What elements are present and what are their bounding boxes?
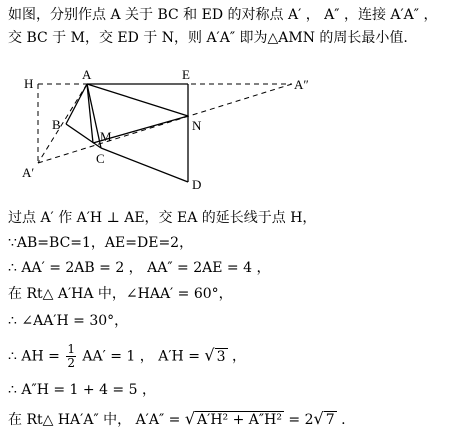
- l8-mid: = 2: [288, 412, 314, 428]
- geometry-figure: [0, 60, 469, 200]
- sqrt-seven: 7: [325, 412, 335, 428]
- segment-a-b: [66, 84, 87, 124]
- intro-line-2: 交 BC 于 M，交 ED 于 N，则 A′A″ 即为△AMN 的周长最小值.: [8, 30, 408, 46]
- label-E: E: [182, 67, 190, 82]
- segment-a-m: [87, 84, 93, 143]
- l8-prefix: 在 Rt△ HA′A″ 中， A′A″ =: [8, 412, 181, 428]
- fraction-numerator: 1: [67, 342, 75, 356]
- solution-line-7: ∴ A″H = 1 + 4 = 5 ，: [8, 382, 156, 398]
- l6-prefix: ∴ AH =: [8, 348, 60, 365]
- fraction-denominator: 2: [67, 356, 75, 370]
- label-C: C: [96, 151, 105, 166]
- label-H: H: [24, 76, 34, 91]
- label-D: D: [192, 177, 202, 192]
- fraction-one-half: [66, 343, 76, 370]
- sqrt-sign-icon: √: [204, 345, 215, 365]
- intro-line-1: 如图，分别作点 A 关于 BC 和 ED 的对称点 A′ ， A″ ，连接 A′A″ ，: [8, 7, 438, 23]
- dashed-line-a-a1: [38, 84, 87, 163]
- sqrt-sign-icon: √: [313, 409, 324, 428]
- solution-line-6: [8, 343, 246, 370]
- segment-a-c: [87, 84, 101, 148]
- solution-line-8: [8, 410, 346, 429]
- segment-c-d: [101, 148, 188, 182]
- l6-mid: AA′ = 1 ， A′H =: [82, 348, 200, 365]
- sqrt-expression: A′H² + A″H²: [197, 412, 282, 428]
- solution-line-2: ∵AB=BC=1，AE=DE=2，: [8, 235, 194, 251]
- solution-line-1: 过点 A′ 作 A′H ⊥ AE，交 EA 的延长线于点 H，: [8, 210, 317, 226]
- solution-line-3: ∴ AA′ = 2AB = 2 ， AA″ = 2AE = 4 ，: [8, 260, 271, 276]
- sqrt-sign-icon: √: [184, 409, 196, 428]
- label-N: N: [192, 118, 202, 133]
- label-A: A: [82, 67, 92, 82]
- segment-a-n: [87, 84, 188, 116]
- label-A2: A″: [294, 77, 309, 92]
- segment-b-c: [66, 124, 101, 148]
- solution-line-5: ∴ ∠AA′H = 30°，: [8, 313, 129, 329]
- label-B: B: [52, 117, 61, 132]
- solution-line-4: 在 Rt△ A′HA 中，∠HAA′ = 60°，: [8, 286, 233, 302]
- label-A1: A′: [22, 165, 35, 180]
- l8-end: .: [341, 412, 346, 428]
- l6-end: ，: [231, 348, 246, 365]
- label-M: M: [100, 129, 112, 144]
- sqrt-three: 3: [216, 348, 226, 365]
- dashed-line-a1-a2: [38, 84, 292, 163]
